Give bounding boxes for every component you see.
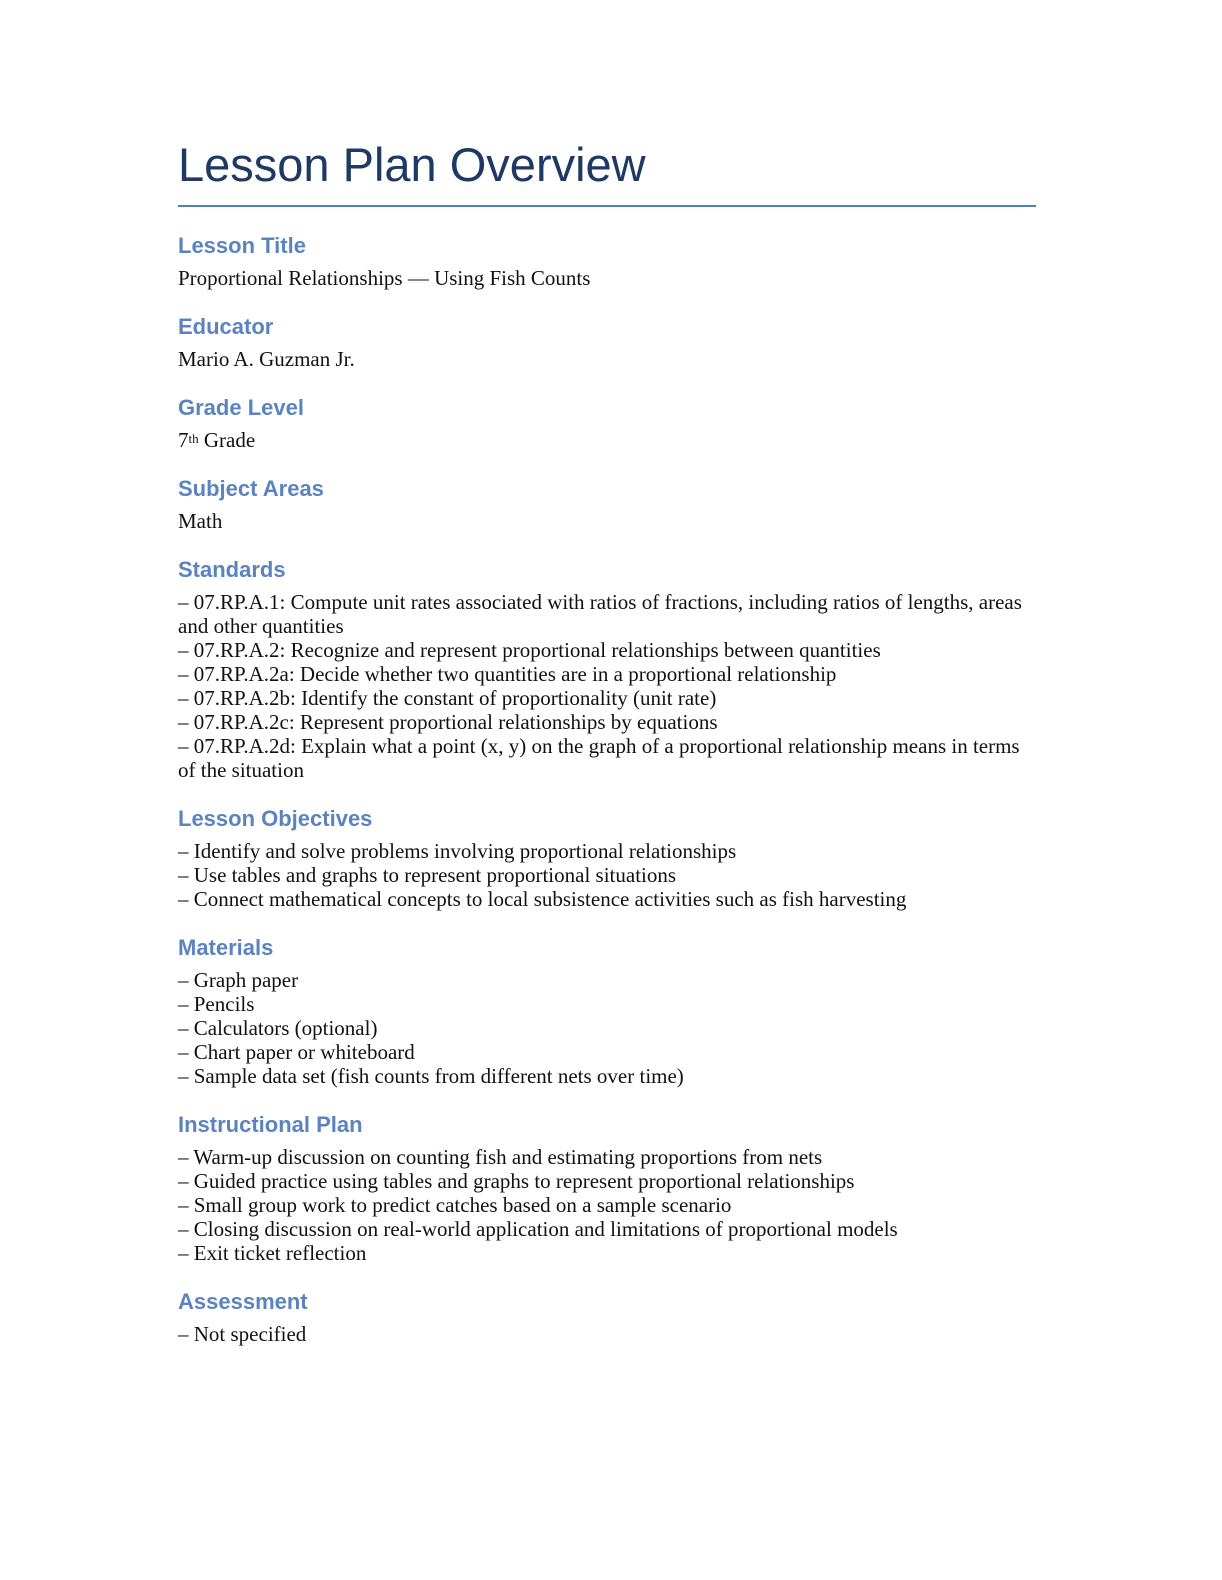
list-item: – Sample data set (fish counts from different nets over time) bbox=[178, 1064, 684, 1088]
list-item: – 07.RP.A.1: Compute unit rates associated with ratios of fractions, including ratios of lengths, areas and other quantities bbox=[178, 590, 1022, 638]
section-grade-level bbox=[178, 393, 1036, 452]
list-item: – Connect mathematical concepts to local subsistence activities such as fish harvesting bbox=[178, 887, 907, 911]
document-content bbox=[178, 134, 1036, 1346]
section-heading: Instructional Plan bbox=[178, 1112, 363, 1137]
grade-word: Grade bbox=[203, 428, 256, 452]
section-lesson-title bbox=[178, 231, 1036, 290]
list-item: – 07.RP.A.2d: Explain what a point (x, y) on the graph of a proportional relationship means in terms of the situation bbox=[178, 734, 1020, 782]
section-materials bbox=[178, 933, 1036, 1088]
section-heading: Materials bbox=[178, 935, 274, 960]
list-item: – Guided practice using tables and graphs to represent proportional relationships bbox=[178, 1169, 855, 1193]
list-item: – Graph paper bbox=[178, 968, 299, 992]
document-title: Lesson Plan Overview bbox=[178, 134, 1036, 207]
section-heading: Educator bbox=[178, 314, 274, 339]
objectives-list bbox=[178, 839, 1036, 911]
section-heading: Grade Level bbox=[178, 395, 304, 420]
section-heading: Standards bbox=[178, 557, 286, 582]
list-item: – 07.RP.A.2a: Decide whether two quantities are in a proportional relationship bbox=[178, 662, 837, 686]
list-item: – Pencils bbox=[178, 992, 255, 1016]
list-item: – Closing discussion on real-world application and limitations of proportional models bbox=[178, 1217, 898, 1241]
list-item: – Use tables and graphs to represent proportional situations bbox=[178, 863, 677, 887]
list-item: – Chart paper or whiteboard bbox=[178, 1040, 415, 1064]
list-item: – Identify and solve problems involving proportional relationships bbox=[178, 839, 737, 863]
section-lesson-objectives bbox=[178, 804, 1036, 911]
section-heading: Assessment bbox=[178, 1289, 308, 1314]
grade-suffix: th bbox=[188, 431, 199, 446]
list-item: – Warm-up discussion on counting fish and estimating proportions from nets bbox=[178, 1145, 823, 1169]
section-subject-areas bbox=[178, 474, 1036, 533]
section-heading: Lesson Objectives bbox=[178, 806, 373, 831]
grade-level-value bbox=[178, 428, 1036, 452]
section-assessment bbox=[178, 1287, 1036, 1346]
instructional-plan-list bbox=[178, 1145, 1036, 1265]
section-instructional-plan bbox=[178, 1110, 1036, 1265]
section-standards bbox=[178, 555, 1036, 782]
section-heading: Subject Areas bbox=[178, 476, 324, 501]
list-item: – 07.RP.A.2c: Represent proportional relationships by equations bbox=[178, 710, 718, 734]
lesson-title-value: Proportional Relationships — Using Fish Counts bbox=[178, 266, 591, 290]
grade-number: 7 bbox=[178, 428, 189, 452]
list-item: – Calculators (optional) bbox=[178, 1016, 378, 1040]
list-item: – Not specified bbox=[178, 1322, 307, 1346]
list-item: – Exit ticket reflection bbox=[178, 1241, 367, 1265]
educator-value: Mario A. Guzman Jr. bbox=[178, 347, 355, 371]
materials-list bbox=[178, 968, 1036, 1088]
subject-areas-value: Math bbox=[178, 509, 223, 533]
list-item: – Small group work to predict catches based on a sample scenario bbox=[178, 1193, 732, 1217]
list-item: – 07.RP.A.2b: Identify the constant of proportionality (unit rate) bbox=[178, 686, 717, 710]
list-item: – 07.RP.A.2: Recognize and represent proportional relationships between quantities bbox=[178, 638, 881, 662]
assessment-list bbox=[178, 1322, 1036, 1346]
standards-list bbox=[178, 590, 1036, 782]
section-heading: Lesson Title bbox=[178, 233, 306, 258]
section-educator bbox=[178, 312, 1036, 371]
